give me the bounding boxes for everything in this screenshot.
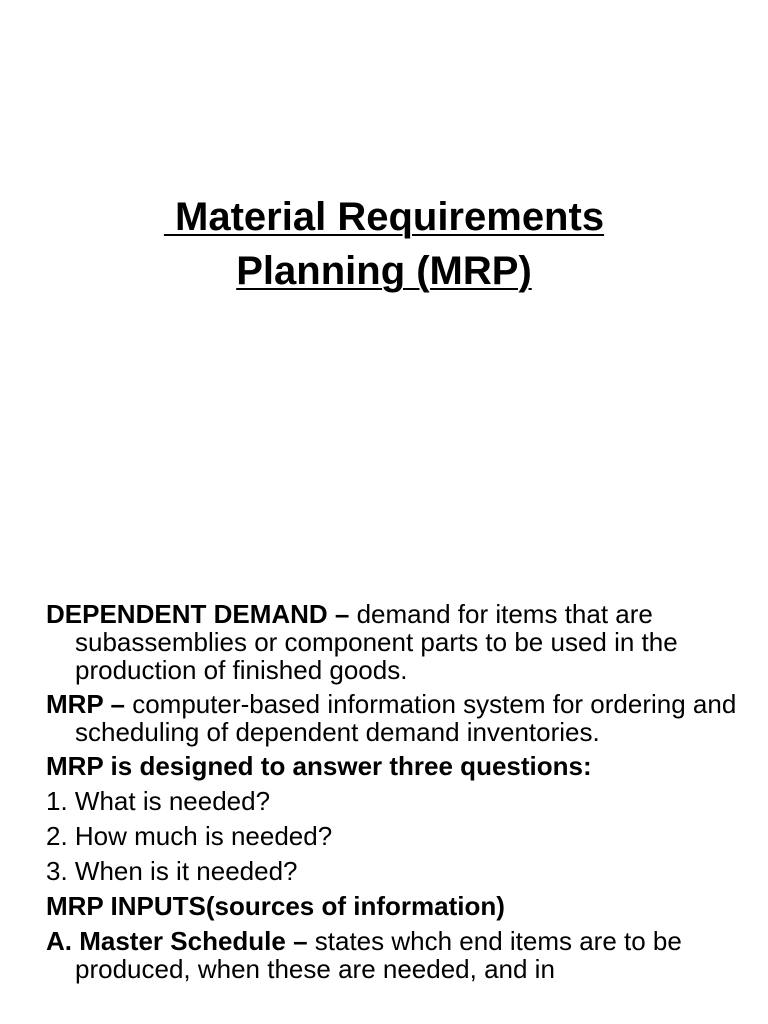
questions-heading: MRP is designed to answer three questions: bbox=[46, 751, 592, 781]
question-item: 3. When is it needed? bbox=[46, 856, 298, 886]
page-title bbox=[0, 190, 768, 298]
definition-dependent-demand bbox=[46, 600, 746, 684]
definition-text: computer-based information system for ordering and scheduling of dependent demand inventories. bbox=[75, 689, 737, 747]
definition-text: demand for items that are subassemblies or component parts to be used in the production of finished goods. bbox=[75, 599, 678, 685]
input-master-schedule bbox=[46, 927, 746, 983]
content-body bbox=[46, 600, 746, 989]
definition-mrp bbox=[46, 690, 746, 746]
input-text: states whch end items are to be produced, when these are needed, and in bbox=[75, 926, 682, 984]
definition-term: DEPENDENT DEMAND – bbox=[46, 599, 350, 629]
question-item: 1. What is needed? bbox=[46, 786, 271, 816]
question-item: 2. How much is needed? bbox=[46, 821, 333, 851]
input-term: A. Master Schedule – bbox=[46, 926, 308, 956]
inputs-heading: MRP INPUTS(sources of information) bbox=[46, 891, 505, 921]
title-line-2: Planning (MRP) bbox=[236, 249, 532, 293]
title-line-1: Material Requirements bbox=[163, 195, 605, 239]
definition-term: MRP – bbox=[46, 689, 125, 719]
